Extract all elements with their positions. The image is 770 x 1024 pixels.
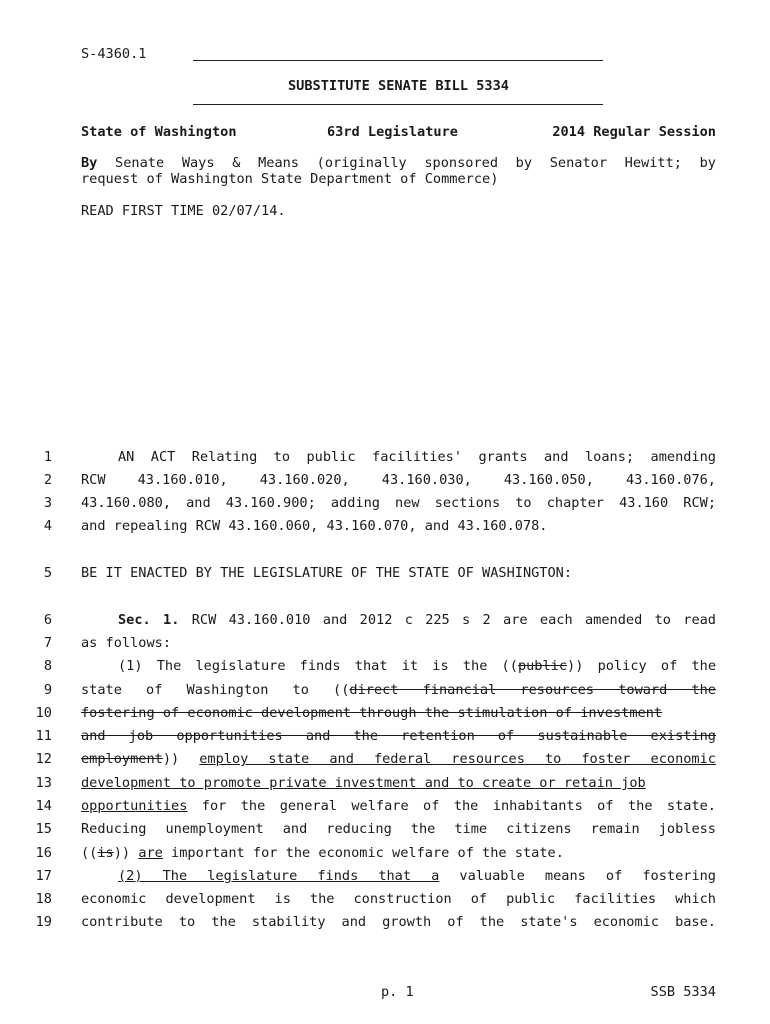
bill-title: SUBSTITUTE SENATE BILL 5334 bbox=[288, 78, 509, 94]
sponsor-line-1 bbox=[81, 155, 716, 171]
inserted-text: (2) The legislature finds that a bbox=[118, 868, 440, 884]
line-number: 9 bbox=[43, 682, 52, 698]
text-run: important for the economic welfare of the state. bbox=[162, 845, 564, 861]
line-number: 19 bbox=[35, 914, 52, 930]
document-code: S-4360.1 bbox=[81, 46, 147, 62]
header-rule-top bbox=[193, 60, 603, 61]
deleted-text: public bbox=[517, 658, 568, 674]
line-number: 7 bbox=[43, 635, 52, 651]
inserted-text: are bbox=[138, 845, 163, 861]
deleted-text: is bbox=[97, 845, 114, 861]
sec1-line-15: Reducing unemployment and reducing the time citizens remain jobless bbox=[81, 821, 716, 837]
text-run: valuable means of fostering bbox=[439, 868, 716, 884]
text-run: state of Washington to (( bbox=[81, 682, 350, 698]
line-number: 17 bbox=[35, 868, 52, 884]
line-number: 15 bbox=[35, 821, 52, 837]
sponsor-text: Senate Ways & Means (originally sponsored by Senator Hewitt; by bbox=[115, 155, 716, 171]
read-first-time: READ FIRST TIME 02/07/14. bbox=[81, 203, 286, 219]
text-run: )) bbox=[113, 845, 139, 861]
sec1-line-9 bbox=[81, 682, 716, 698]
legislature-label: 63rd Legislature bbox=[327, 124, 458, 140]
sec1-line-12 bbox=[81, 751, 716, 767]
sec1-line-18: economic development is the construction of public facilities which bbox=[81, 891, 716, 907]
sec1-line-14 bbox=[81, 798, 716, 814]
text-run: )) bbox=[162, 751, 200, 767]
header-rule-bottom bbox=[193, 104, 603, 105]
sec1-line-7: as follows: bbox=[81, 635, 172, 651]
text-run: (1) The legislature finds that it is the (( bbox=[118, 658, 518, 674]
deleted-text: direct financial resources toward the bbox=[349, 682, 716, 698]
sec1-line-17 bbox=[81, 868, 716, 884]
sec1-line-19: contribute to the stability and growth of the state's economic base. bbox=[81, 914, 716, 930]
sec1-line-10: fostering of economic development through the stimulation of investment bbox=[81, 705, 663, 721]
line-number: 5 bbox=[43, 565, 52, 581]
line-number: 16 bbox=[35, 845, 52, 861]
line-number: 14 bbox=[35, 798, 52, 814]
line-number: 12 bbox=[35, 751, 52, 767]
line-number: 10 bbox=[35, 705, 52, 721]
text-run: )) policy of the bbox=[567, 658, 716, 674]
inserted-text: opportunities bbox=[81, 798, 188, 814]
sponsor-line-2: request of Washington State Department of Commerce) bbox=[81, 171, 499, 187]
line-number: 2 bbox=[43, 472, 52, 488]
line-number: 13 bbox=[35, 775, 52, 791]
line-number: 1 bbox=[43, 449, 52, 465]
section-label: Sec. 1. bbox=[118, 612, 180, 628]
line-number: 11 bbox=[35, 728, 52, 744]
bill-reference: SSB 5334 bbox=[650, 984, 716, 1000]
state-label: State of Washington bbox=[81, 124, 237, 140]
page-number: p. 1 bbox=[381, 984, 414, 1000]
line-number: 8 bbox=[43, 658, 52, 674]
inserted-text: employ state and federal resources to foster economic bbox=[199, 751, 716, 767]
act-line-2: RCW 43.160.010, 43.160.020, 43.160.030, 43.160.050, 43.160.076, bbox=[81, 472, 716, 488]
act-line-1: AN ACT Relating to public facilities' grants and loans; amending bbox=[118, 449, 716, 465]
line-number: 18 bbox=[35, 891, 52, 907]
sec1-heading bbox=[81, 612, 716, 628]
sec1-line-11: and job opportunities and the retention of sustainable existing bbox=[81, 728, 716, 744]
act-line-4: and repealing RCW 43.160.060, 43.160.070, and 43.160.078. bbox=[81, 518, 548, 534]
text-run: for the general welfare of the inhabitants of the state. bbox=[187, 798, 716, 814]
line-number: 4 bbox=[43, 518, 52, 534]
sec1-line-13: development to promote private investment and to create or retain job bbox=[81, 775, 646, 791]
sec1-line-16 bbox=[81, 845, 716, 861]
sec1-line-8 bbox=[81, 658, 716, 674]
by-label: By bbox=[81, 155, 98, 171]
line-number: 6 bbox=[43, 612, 52, 628]
act-line-3: 43.160.080, and 43.160.900; adding new sections to chapter 43.160 RCW; bbox=[81, 495, 716, 511]
line-number: 3 bbox=[43, 495, 52, 511]
sec1-heading-text: RCW 43.160.010 and 2012 c 225 s 2 are each amended to read bbox=[191, 612, 716, 628]
text-run: (( bbox=[81, 845, 98, 861]
enacting-clause: BE IT ENACTED BY THE LEGISLATURE OF THE STATE OF WASHINGTON: bbox=[81, 565, 573, 581]
session-label: 2014 Regular Session bbox=[552, 124, 716, 140]
deleted-text: employment bbox=[81, 751, 163, 767]
